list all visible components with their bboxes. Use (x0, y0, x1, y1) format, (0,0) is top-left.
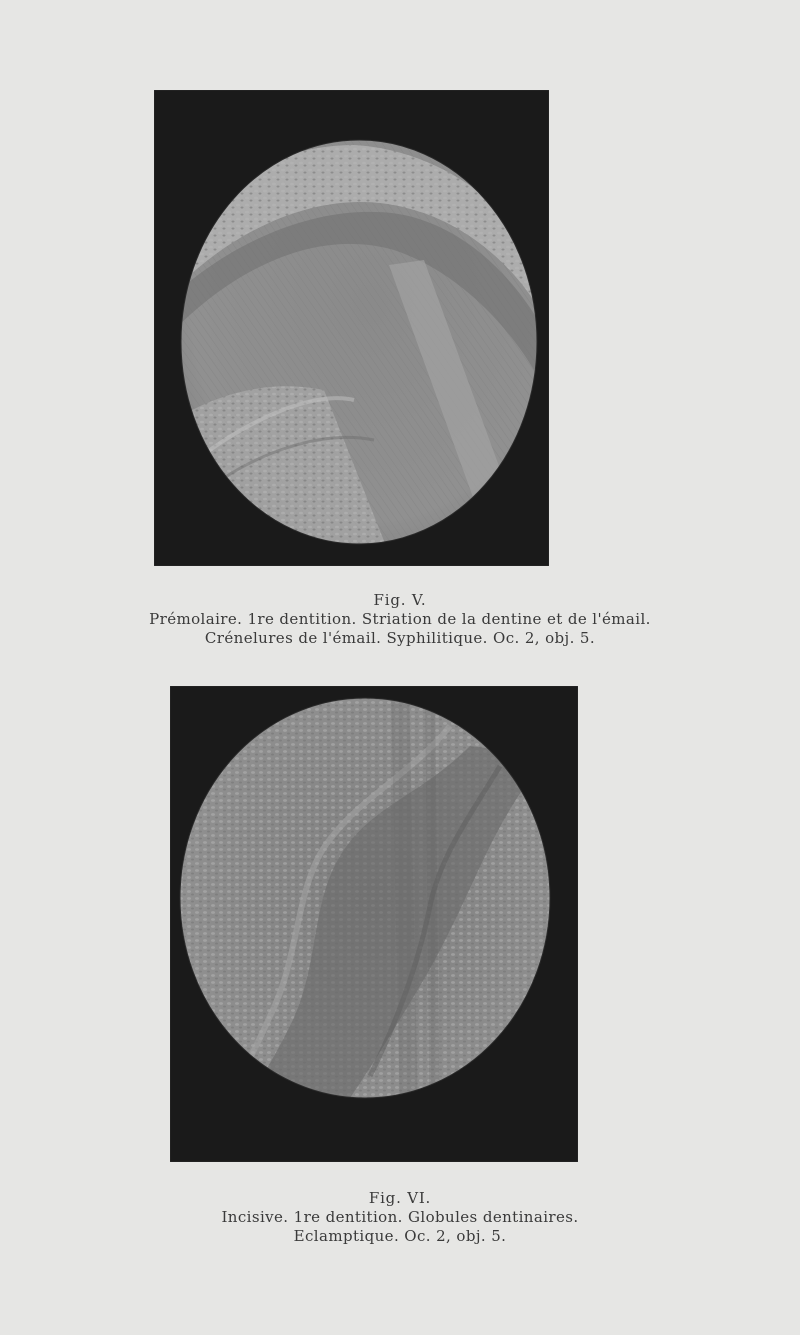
figure-v-caption-line-1: Prémolaire. 1re dentition. Striation de la dentine et de l'émail. (149, 610, 651, 628)
figure-v-micrograph (154, 90, 549, 566)
figure-vi-micrograph (170, 686, 578, 1162)
figure-vi-micrograph-image (170, 686, 578, 1162)
figure-v-label: Fig. V. (373, 591, 427, 609)
figure-vi-label: Fig. VI. (368, 1189, 432, 1207)
figure-vi-caption (0, 1189, 800, 1246)
figure-v-caption-line-2: Crénelures de l'émail. Syphilitique. Oc. 2, obj. 5. (204, 629, 596, 647)
figure-v-micrograph-image (154, 90, 549, 566)
figure-vi-caption-line-2: Eclamptique. Oc. 2, obj. 5. (293, 1227, 507, 1245)
figure-vi-caption-line-1: Incisive. 1re dentition. Globules dentinaires. (221, 1208, 579, 1226)
figure-v-caption (0, 591, 800, 648)
